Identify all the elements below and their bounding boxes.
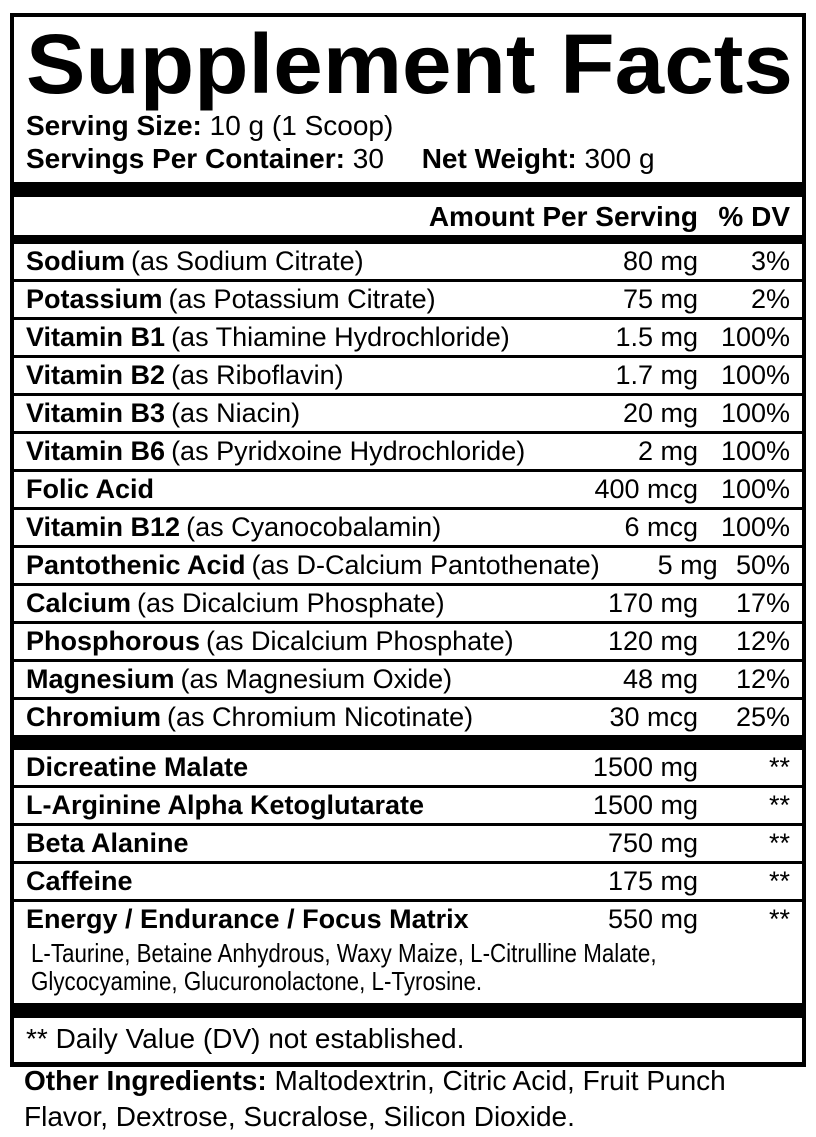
nutrient-desc: (as Cyanocobalamin) — [186, 512, 442, 542]
nutrients-table — [14, 244, 802, 735]
blend-row-beta-alanine — [14, 823, 802, 861]
other-ingredients-value: Maltodextrin, Citric Acid, Fruit Punch Flavor, Dextrose, Sucralose, Silicon Dioxide. — [24, 1065, 726, 1132]
nutrient-dv: 100% — [720, 474, 790, 504]
blend-name: Beta Alanine — [26, 828, 189, 858]
nutrient-amount: 6 mcg — [624, 512, 698, 542]
servings-per-container-value: 30 — [352, 143, 384, 174]
blend-row-energy-matrix — [14, 899, 802, 937]
nutrient-desc: (as Riboflavin) — [171, 360, 344, 390]
blend-amount: 750 mg — [607, 828, 698, 858]
nutrient-desc: (as Thiamine Hydrochloride) — [171, 322, 510, 352]
blend-amount: 1500 mg — [592, 790, 698, 820]
nutrient-desc: (as Chromium Nicotinate) — [167, 702, 474, 732]
nutrient-row-vitamin-b12 — [14, 507, 802, 545]
nutrient-name: Vitamin B2 — [26, 360, 166, 390]
matrix-subingredients-wrap — [14, 937, 802, 1003]
nutrient-row-chromium — [14, 697, 802, 735]
nutrient-row-potassium — [14, 279, 802, 317]
nutrient-dv: 100% — [720, 512, 790, 542]
column-header-row — [14, 197, 802, 235]
nutrient-row-folic-acid — [14, 469, 802, 507]
blend-row-arginine-akg — [14, 785, 802, 823]
nutrient-name: Sodium — [26, 246, 125, 276]
thick-separator-footnote — [14, 1003, 802, 1018]
blend-amount: 1500 mg — [592, 752, 698, 782]
nutrient-amount: 80 mg — [622, 246, 698, 276]
nutrient-desc: (as Dicalcium Phosphate) — [206, 626, 514, 656]
thick-separator-top — [14, 182, 802, 197]
nutrient-name: Vitamin B12 — [26, 512, 181, 542]
nutrient-row-pantothenic-acid — [14, 545, 802, 583]
nutrient-dv: 17% — [735, 588, 790, 618]
nutrient-dv: 25% — [735, 702, 790, 732]
serving-size-line — [14, 109, 802, 142]
blend-dv: ** — [768, 904, 790, 934]
blend-name: L-Arginine Alpha Ketoglutarate — [26, 790, 425, 820]
nutrient-row-magnesium — [14, 659, 802, 697]
nutrient-dv: 100% — [720, 436, 790, 466]
blend-row-dicreatine-malate — [14, 750, 802, 785]
nutrient-name: Chromium — [26, 702, 161, 732]
servings-per-container-line — [14, 142, 802, 175]
medium-separator-header — [14, 235, 802, 244]
nutrient-row-vitamin-b6 — [14, 431, 802, 469]
nutrient-amount: 30 mcg — [609, 702, 698, 732]
nutrient-name: Pantothenic Acid — [26, 550, 246, 580]
nutrient-desc: (as Pyridxoine Hydrochloride) — [171, 436, 526, 466]
nutrient-dv: 12% — [735, 664, 790, 694]
page-title — [14, 17, 802, 109]
nutrient-desc: (as Niacin) — [171, 398, 301, 428]
other-ingredients — [24, 1063, 769, 1135]
blend-name: Energy / Endurance / Focus Matrix — [26, 904, 469, 934]
nutrient-row-sodium — [14, 244, 802, 279]
nutrient-amount: 5 mg — [657, 550, 718, 580]
nutrient-amount: 400 mcg — [594, 474, 698, 504]
nutrient-row-phosphorous — [14, 621, 802, 659]
blend-dv: ** — [768, 828, 790, 858]
nutrient-dv: 2% — [750, 284, 790, 314]
other-ingredients-label: Other Ingredients: — [24, 1065, 267, 1096]
nutrient-amount: 1.7 mg — [615, 360, 698, 390]
nutrient-amount: 48 mg — [622, 664, 698, 694]
nutrient-dv: 50% — [735, 550, 790, 580]
nutrient-amount: 1.5 mg — [615, 322, 698, 352]
blend-amount: 550 mg — [607, 904, 698, 934]
nutrient-amount: 170 mg — [607, 588, 698, 618]
nutrient-row-vitamin-b2 — [14, 355, 802, 393]
nutrient-amount: 75 mg — [622, 284, 698, 314]
blend-dv: ** — [768, 752, 790, 782]
nutrient-name: Vitamin B3 — [26, 398, 166, 428]
amount-per-serving-header: Amount Per Serving — [428, 201, 698, 232]
nutrient-dv: 3% — [750, 246, 790, 276]
nutrient-name: Phosphorous — [26, 626, 200, 656]
nutrient-desc: (as D-Calcium Pantothenate) — [251, 550, 600, 580]
nutrient-name: Potassium — [26, 284, 163, 314]
net-weight-label: Net Weight: — [421, 143, 577, 174]
nutrient-row-vitamin-b1 — [14, 317, 802, 355]
nutrient-name: Folic Acid — [26, 474, 155, 504]
nutrient-name: Magnesium — [26, 664, 175, 694]
blend-name: Caffeine — [26, 866, 133, 896]
nutrient-name: Vitamin B6 — [26, 436, 166, 466]
matrix-subingredients: L-Taurine, Betaine Anhydrous, Waxy Maize, L-Citrulline Malate, Glycocyamine, Glucuronolactone, L-Tyrosine. — [31, 938, 657, 996]
nutrient-row-vitamin-b3 — [14, 393, 802, 431]
nutrient-dv: 100% — [720, 360, 790, 390]
nutrient-dv: 100% — [720, 322, 790, 352]
nutrient-amount: 20 mg — [622, 398, 698, 428]
nutrient-name: Calcium — [26, 588, 132, 618]
servings-per-container-label: Servings Per Container: — [26, 143, 345, 174]
nutrient-row-calcium — [14, 583, 802, 621]
serving-size-label: Serving Size: — [26, 110, 202, 141]
nutrient-dv: 100% — [720, 398, 790, 428]
nutrient-desc: (as Potassium Citrate) — [168, 284, 436, 314]
thick-separator-blends — [14, 735, 802, 750]
supplement-facts-panel — [10, 13, 806, 1067]
blend-dv: ** — [768, 866, 790, 896]
dv-footnote: ** Daily Value (DV) not established. — [26, 1023, 465, 1054]
nutrient-amount: 2 mg — [637, 436, 698, 466]
nutrient-dv: 12% — [735, 626, 790, 656]
net-weight-value: 300 g — [584, 143, 655, 174]
nutrient-amount: 120 mg — [607, 626, 698, 656]
net-weight — [422, 143, 655, 174]
blend-dv: ** — [768, 790, 790, 820]
page-title-text: Supplement Facts — [26, 17, 793, 111]
percent-dv-header: % DV — [718, 201, 790, 232]
nutrient-name: Vitamin B1 — [26, 322, 166, 352]
nutrient-desc: (as Sodium Citrate) — [131, 246, 364, 276]
blend-row-caffeine — [14, 861, 802, 899]
nutrient-desc: (as Dicalcium Phosphate) — [137, 588, 445, 618]
blends-table — [14, 750, 802, 1003]
nutrient-desc: (as Magnesium Oxide) — [180, 664, 453, 694]
blend-amount: 175 mg — [607, 866, 698, 896]
blend-name: Dicreatine Malate — [26, 752, 249, 782]
serving-size-value: 10 g (1 Scoop) — [209, 110, 394, 141]
